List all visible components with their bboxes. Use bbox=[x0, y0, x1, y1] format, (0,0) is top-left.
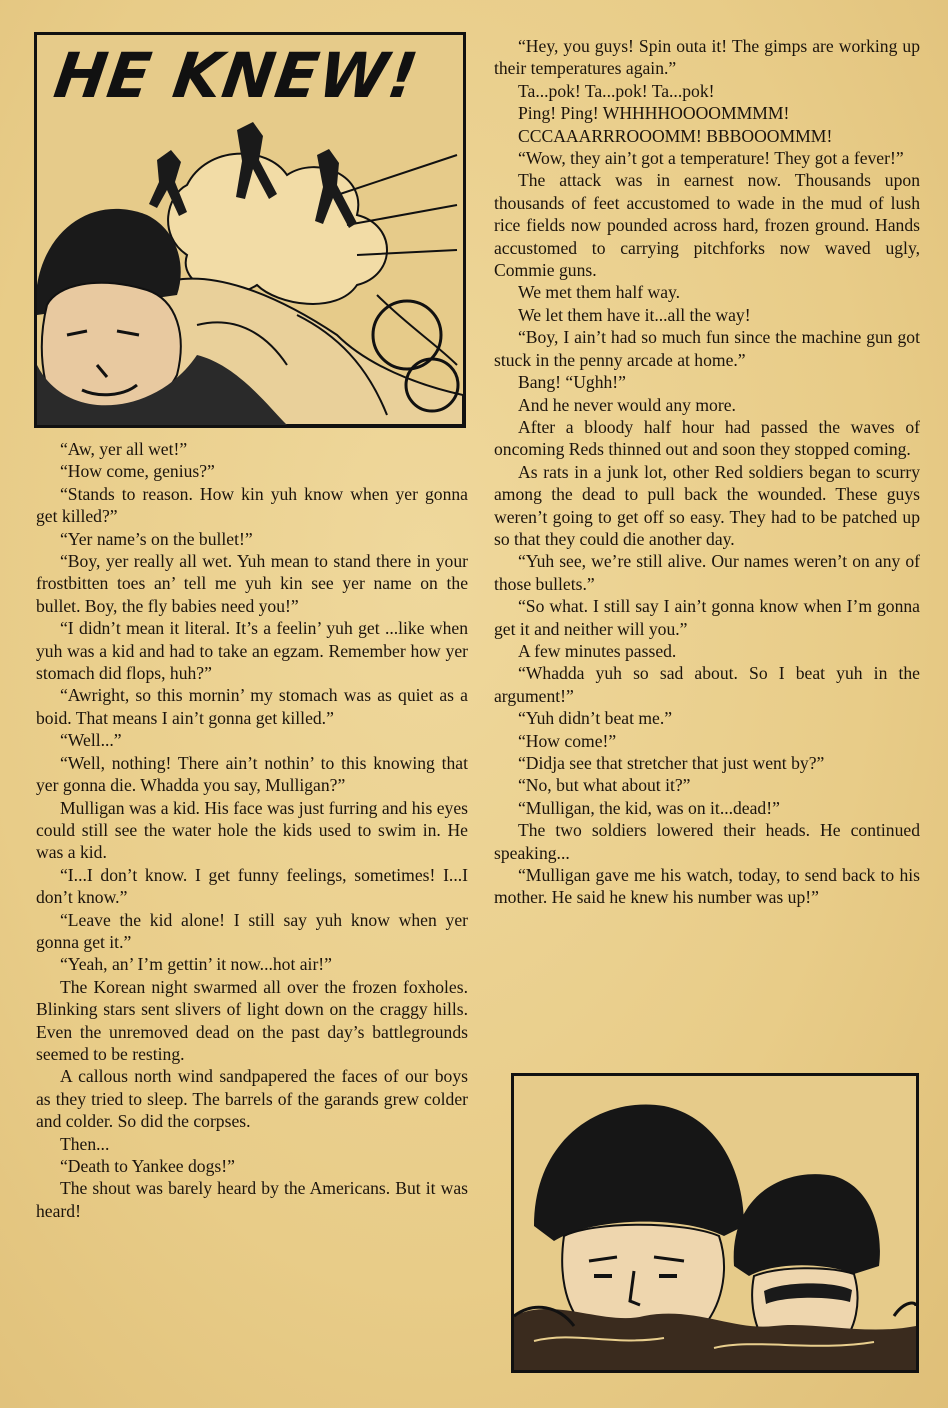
paragraph: “Mulligan gave me his watch, today, to send back to his mother. He said he knew his number was up!” bbox=[494, 865, 920, 908]
paragraph: Ping! Ping! WHHHHOOOOMMMM! bbox=[518, 103, 790, 124]
paragraph: We met them half way. bbox=[518, 282, 681, 303]
paragraph: As rats in a junk lot, other Red soldiers began to scurry among the dead to pull back the wounded. These guys weren’t going to get off so easy. They had to be patched up so that they could die another day. bbox=[494, 461, 920, 549]
paragraph: “Boy, yer really all wet. Yuh mean to stand there in your frostbitten toes an’ tell me yuh kin see yer name on the bullet. Boy, the fly babies need you!” bbox=[36, 551, 468, 616]
left-text-column bbox=[36, 438, 468, 1222]
paragraph: We let them have it...all the way! bbox=[518, 304, 751, 325]
paragraph: Then... bbox=[60, 1133, 110, 1154]
paragraph: “Yuh see, we’re still alive. Our names weren’t on any of those bullets.” bbox=[494, 551, 920, 594]
paragraph: CCCAAARRROOOMM! BBBOOOMMM! bbox=[518, 125, 833, 146]
paragraph: Bang! “Ughh!” bbox=[518, 372, 626, 393]
paragraph: The shout was barely heard by the Americans. But it was heard! bbox=[36, 1178, 468, 1221]
paragraph: “Yer name’s on the bullet!” bbox=[60, 528, 253, 549]
paragraph: “Well...” bbox=[60, 730, 122, 751]
paragraph: “Death to Yankee dogs!” bbox=[60, 1156, 235, 1176]
paragraph: “Boy, I ain’t had so much fun since the machine gun got stuck in the penny arcade at home.” bbox=[494, 327, 920, 370]
paragraph: “Leave the kid alone! I still say yuh know when yer gonna get it.” bbox=[36, 909, 468, 952]
paragraph: “So what. I still say I ain’t gonna know when I’m gonna get it and neither will you.” bbox=[494, 596, 920, 639]
paragraph: “Yuh didn’t beat me.” bbox=[518, 708, 673, 729]
paragraph: The attack was in earnest now. Thousands upon thousands of feet accustomed to wade in the mud of lush rice fields now pounded across hard, frozen ground. Hands accustomed to carrying pitchforks now waved ugly, Commie guns. bbox=[494, 170, 920, 281]
soldiers-drawing bbox=[514, 1076, 916, 1370]
paragraph: “Yeah, an’ I’m gettin’ it now...hot air!” bbox=[60, 954, 332, 975]
paragraph: A callous north wind sandpapered the faces of our boys as they tried to sleep. The barrels of the garands grew colder and colder. So did the corpses. bbox=[36, 1066, 468, 1132]
paragraph: “Stands to reason. How kin yuh know when yer gonna get killed?” bbox=[36, 483, 468, 527]
paragraph: “How come!” bbox=[518, 730, 617, 751]
paragraph: Ta...pok! Ta...pok! Ta...pok! bbox=[518, 80, 715, 101]
paragraph: “Well, nothing! There ain’t nothin’ to this knowing that yer gonna die. Whadda you say, Mulligan?” bbox=[36, 752, 468, 796]
paragraph: And he never would any more. bbox=[518, 394, 736, 415]
paragraph: “Didja see that stretcher that just went by?” bbox=[518, 753, 825, 773]
title-illustration-panel bbox=[34, 32, 466, 428]
paragraph: “How come, genius?” bbox=[60, 461, 215, 482]
paragraph: The Korean night swarmed all over the frozen foxholes. Blinking stars sent slivers of light down on the craggy hills. Even the unremoved dead on the past day’s battlegrounds seemed to be resting. bbox=[36, 976, 468, 1064]
two-soldiers-illustration bbox=[511, 1073, 919, 1373]
paragraph: The two soldiers lowered their heads. He continued speaking... bbox=[494, 820, 920, 863]
story-title: HE KNEW! bbox=[49, 39, 423, 112]
paragraph: Mulligan was a kid. His face was just furring and his eyes could still see the water hole the kids used to swim in. He was a kid. bbox=[36, 797, 468, 863]
paragraph: “Mulligan, the kid, was on it...dead!” bbox=[518, 797, 780, 818]
paragraph: “Wow, they ain’t got a temperature! They got a fever!” bbox=[518, 148, 904, 169]
paragraph: “No, but what about it?” bbox=[518, 775, 691, 796]
paragraph: “I...I don’t know. I get funny feelings, sometimes! I...I don’t know.” bbox=[36, 864, 468, 908]
paragraph: A few minutes passed. bbox=[518, 640, 677, 661]
paragraph: “Whadda yuh so sad about. So I beat yuh in the argument!” bbox=[494, 663, 920, 706]
paragraph: “Hey, you guys! Spin outa it! The gimps are working up their temperatures again.” bbox=[494, 36, 920, 79]
paragraph: “Awright, so this mornin’ my stomach was as quiet as a boid. That means I ain’t gonna get killed.” bbox=[36, 685, 468, 728]
paragraph: “Aw, yer all wet!” bbox=[60, 439, 188, 459]
paragraph: After a bloody half hour had passed the waves of oncoming Reds thinned out and soon they stopped coming. bbox=[494, 416, 920, 460]
right-text-column bbox=[494, 35, 920, 909]
paragraph: “I didn’t mean it literal. It’s a feelin’ yuh get ...like when yuh was a kid and had to take an egzam. Remember how yer stomach did flops, huh?” bbox=[36, 618, 468, 684]
